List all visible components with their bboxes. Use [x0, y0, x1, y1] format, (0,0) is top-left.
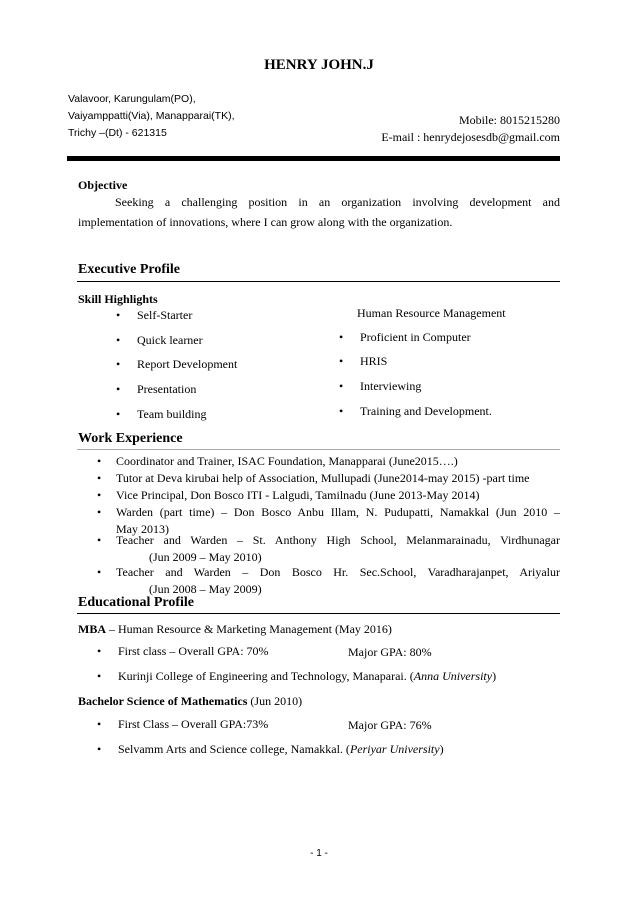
bullet-icon: •	[97, 454, 102, 468]
page-number: - 1 -	[310, 848, 328, 859]
bullet-icon: •	[97, 669, 102, 683]
bullet-icon: •	[97, 644, 102, 658]
skill-highlights-title: Skill Highlights	[78, 292, 158, 306]
bullet-icon: •	[116, 357, 121, 371]
work-experience-title: Work Experience	[78, 431, 183, 446]
bullet-icon: •	[339, 330, 344, 344]
educational-profile-title: Educational Profile	[78, 595, 195, 610]
email-address: E-mail : henrydejosesdb@gmail.com	[381, 130, 560, 144]
bullet-icon: •	[97, 533, 102, 547]
header-divider	[67, 156, 560, 161]
bullet-icon: •	[116, 333, 121, 347]
mba-degree-line: MBA – Human Resource & Marketing Management (May 2016)	[78, 622, 392, 636]
executive-profile-title: Executive Profile	[78, 262, 180, 277]
work-item: • Teacher and Warden – St. Anthony High School, Melanmarainadu, Virdhunagar (Jun 2009 – May 2010)	[97, 533, 560, 564]
bullet-icon: •	[97, 471, 102, 485]
mba-major-gpa: Major GPA: 80%	[348, 645, 432, 659]
work-item: • Teacher and Warden – Don Bosco Hr. Sec.School, Varadharajanpet, Ariyalur (Jun 2008 – May 2009)	[97, 565, 560, 596]
bullet-icon: •	[97, 505, 102, 519]
bullet-icon: •	[97, 565, 102, 579]
bullet-icon: •	[116, 308, 121, 322]
bullet-icon: •	[339, 404, 344, 418]
executive-profile-rule	[77, 281, 560, 282]
bullet-icon: •	[116, 407, 121, 421]
work-item: • Warden (part time) – Don Bosco Anbu Illam, N. Pudupatti, Namakkal (Jun 2010 – May 2013)	[97, 505, 560, 536]
bsc-major-gpa: Major GPA: 76%	[348, 718, 432, 732]
address-line-1: Valavoor, Karungulam(PO),	[68, 93, 196, 105]
address-line-2: Vaiyamppatti(Via), Manapparai(TK),	[68, 110, 235, 122]
bullet-icon: •	[339, 379, 344, 393]
bsc-degree-line: Bachelor Science of Mathematics (Jun 2010)	[78, 694, 303, 708]
objective-line-2: implementation of innovations, where I can grow along with the organization.	[78, 215, 453, 229]
candidate-name: HENRY JOHN.J	[264, 57, 374, 73]
mobile-number: Mobile: 8015215280	[459, 113, 560, 127]
resume-page: HENRY JOHN.J Valavoor, Karungulam(PO), Vaiyamppatti(Via), Manapparai(TK), Trichy –(Dt) - 621315 Mobile: 8015215280 E-mail : henrydejosesdb@gmail.com Objective Seeking a challenging position in an organization involving development and implementation of innovations, where I can grow along with the organization. Executive Profile Skill Highlights • Self-Starter • Quick learner • Report Development • Presentation • Team building Human Resource Management • Proficient in Computer • HRIS • Interviewing • Training and Development. Work Experience • Coordinator and Trainer, ISAC Foundation, Manapparai (June2015….) • Tutor at Deva kirubai help of Association, Mullupadi (June2014-may 2015) -part time • Vice Principal, Don Bosco ITI - Lalgudi, Tamilnadu (June 2013-May 2014) • Warden (part time) – Don Bosco Anbu Illam, N. Pudupatti, Namakkal (Jun 2010 – May 2013) • Teacher and Warden – St. Anthony High School, Melanmarainadu, Virdhunagar (Jun 2009 – May 2010) • Teacher and Warden – Don Bosco Hr. Sec.School, Varadharajanpet, Ariyalur (Jun 2008 – May 2009) Educational Profile MBA – Human Resource & Marketing Management (May 2016) • First class – Overall GPA: 70% Major GPA: 80% • Kurinji College of Engineering and Technology, Manaparai. (Anna University) Bachelor Science of Mathematics (Jun 2010) • First Class – Overall GPA:73% Major GPA: 76% • Selvamm Arts and Science college, Namakkal. (Periyar University) - 1 -	[0, 0, 638, 903]
objective-title: Objective	[78, 178, 128, 192]
bullet-icon: •	[97, 717, 102, 731]
objective-line-1: Seeking a challenging position in an organization involving development and	[115, 195, 560, 209]
address-line-3: Trichy –(Dt) - 621315	[68, 127, 167, 139]
work-item: • Coordinator and Trainer, ISAC Foundation, Manapparai (June2015….)	[97, 454, 458, 468]
educational-profile-rule	[77, 613, 560, 614]
bullet-icon: •	[97, 742, 102, 756]
skill-heading-hr: Human Resource Management	[357, 306, 506, 320]
work-experience-rule	[77, 449, 560, 450]
bullet-icon: •	[116, 382, 121, 396]
bullet-icon: •	[97, 488, 102, 502]
bullet-icon: •	[339, 354, 344, 368]
work-item: • Tutor at Deva kirubai help of Association, Mullupadi (June2014-may 2015) -part time	[97, 471, 530, 485]
work-item: • Vice Principal, Don Bosco ITI - Lalgudi, Tamilnadu (June 2013-May 2014)	[97, 488, 480, 502]
